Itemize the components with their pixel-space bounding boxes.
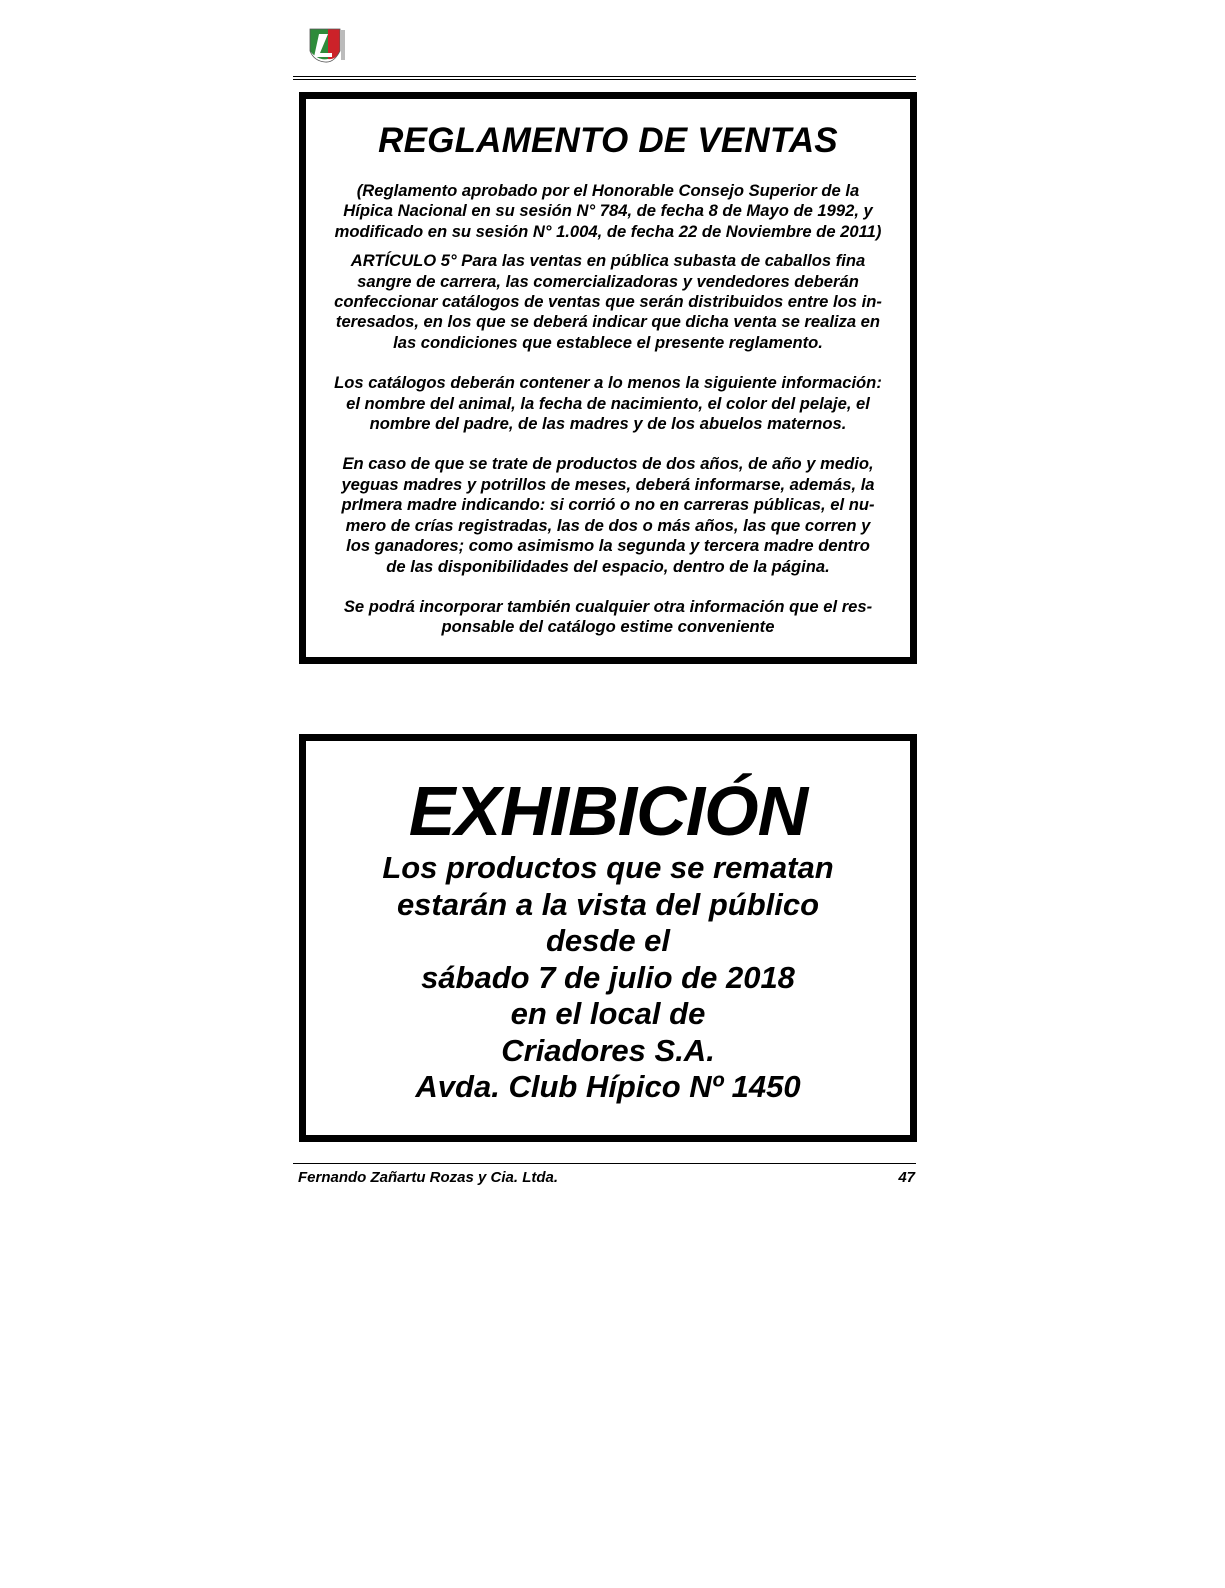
approval-line: Hípica Nacional en su sesión N° 784, de fecha 8 de Mayo de 1992, y — [343, 201, 873, 221]
products-line: de las disponibilidades del espacio, dentro de la página. — [386, 556, 830, 576]
exhibicion-date: sábado 7 de julio de 2018 — [421, 959, 795, 995]
approval-line: (Reglamento aprobado por el Honorable Consejo Superior de la — [356, 181, 860, 200]
approval-line: modificado en su sesión N° 1.004, de fecha 22 de Noviembre de 2011) — [334, 221, 882, 241]
reglamento-box — [299, 92, 917, 664]
header-rule — [293, 76, 916, 77]
reglamento-title: REGLAMENTO DE VENTAS — [378, 121, 838, 160]
products-line: En caso de que se trate de productos de dos años, de año y medio, — [342, 454, 874, 474]
products-paragraph — [312, 454, 904, 576]
exhibicion-venue: Criadores S.A. — [501, 1032, 715, 1068]
reglamento-body — [312, 181, 904, 638]
company-logo-icon — [306, 27, 346, 65]
products-line: yeguas madres y potrillos de meses, deberá informarse, además, la — [341, 474, 875, 494]
exhibicion-address: Avda. Club Hípico Nº 1450 — [415, 1069, 801, 1104]
catalog-info-line: Los catálogos deberán contener a lo menos la siguiente información: — [334, 373, 882, 393]
exhibicion-line: estarán a la vista del público — [396, 886, 820, 922]
exhibicion-line: desde el — [545, 923, 671, 958]
header-rule-double — [293, 79, 916, 80]
other-info-line: Se podrá incorporar también cualquier otra información que el res- — [343, 596, 873, 616]
other-info-paragraph — [312, 597, 904, 638]
products-line: prImera madre indicando: si corrió o no en carreras públicas, el nu- — [341, 495, 875, 515]
exhibicion-box — [299, 734, 917, 1142]
exhibicion-title: EXHIBICIÓN — [408, 772, 808, 850]
page-number: 47 — [898, 1169, 915, 1186]
article-line: ARTÍCULO 5° Para las ventas en pública subasta de caballos fina — [350, 251, 866, 271]
catalog-info-line: el nombre del animal, la fecha de nacimiento, el color del pelaje, el — [346, 393, 870, 413]
exhibicion-line: en el local de — [510, 996, 706, 1031]
catalog-info-line: nombre del padre, de las madres y de los abuelos maternos. — [369, 414, 847, 434]
footer-rule — [293, 1163, 916, 1164]
article-line: sangre de carrera, las comercializadoras y vendedores deberán — [357, 271, 859, 291]
catalog-info-paragraph — [312, 373, 904, 434]
exhibicion-line: Los productos que se rematan — [382, 850, 834, 885]
exhibicion-details — [306, 850, 910, 1106]
article-line: teresados, en los que se deberá indicar que dicha venta se realiza en — [335, 312, 881, 332]
article-line: confeccionar catálogos de ventas que serán distribuidos entre los in- — [334, 292, 882, 312]
products-line: mero de crías registradas, las de dos o más años, las que corren y — [345, 515, 871, 535]
approval-paragraph — [312, 181, 904, 242]
footer-company: Fernando Zañartu Rozas y Cia. Ltda. — [298, 1169, 559, 1186]
article-paragraph — [312, 251, 904, 353]
article-line: las condiciones que establece el presente reglamento. — [393, 332, 823, 352]
other-info-line: ponsable del catálogo estime conveniente — [441, 617, 775, 637]
products-line: los ganadores; como asimismo la segunda y tercera madre dentro — [346, 536, 870, 556]
